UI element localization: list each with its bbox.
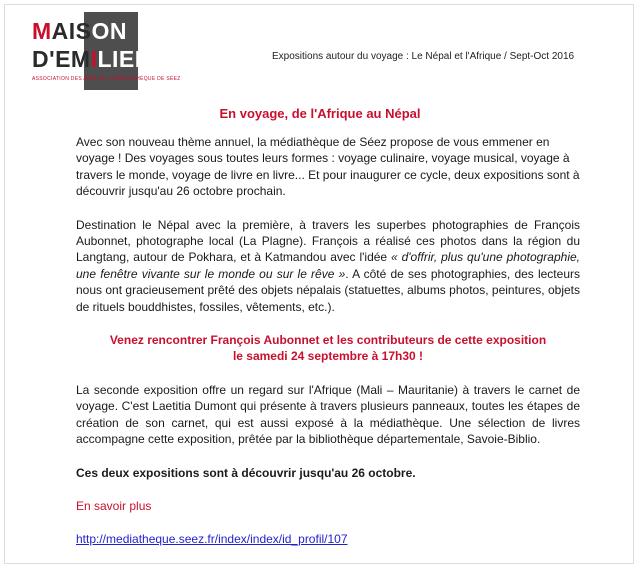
event-invitation-line1: Venez rencontrer François Aubonnet et les contributeurs de cette exposition bbox=[109, 333, 547, 348]
logo-text-lien: LIEN bbox=[97, 46, 152, 72]
logo-text-ais: AIS bbox=[51, 18, 92, 44]
mediatheque-link[interactable]: http://mediatheque.seez.fr/index/index/id_profil/107 bbox=[76, 532, 348, 547]
logo-letter-m: M bbox=[32, 18, 52, 44]
article-body bbox=[76, 134, 580, 565]
logo-tagline: ASSOCIATION DES AMIS DE LA MÉDIATHÈQUE DE SÉEZ bbox=[32, 76, 181, 82]
logo-letter-i: I bbox=[90, 46, 98, 72]
paragraph-nepal-end: . A côté de ses photographies, des lecteurs nous ont gracieusement prêté des objets népalais (statuettes, albums photos, peintures, objets de rituels bouddhistes, fossiles, vêtements, etc.). bbox=[76, 266, 580, 314]
logo-line-2 bbox=[32, 46, 152, 72]
logo-line-1 bbox=[32, 18, 127, 44]
header-caption: Expositions autour du voyage : Le Népal et l'Afrique / Sept-Oct 2016 bbox=[272, 51, 575, 62]
logo-text-dem: D'EM bbox=[32, 46, 91, 72]
paragraph-nepal-start: Destination le Népal avec la première, à travers les superbes photographies de François Aubonnet, photographe local (La Plagne). François a réalisé ces photos dans la région du Langtang, autour de Pokhara, et à Katmandou avec l'idée bbox=[76, 217, 580, 265]
paragraph-nepal bbox=[76, 217, 580, 315]
event-invitation bbox=[76, 332, 580, 365]
event-invitation-line2: le samedi 24 septembre à 17h30 ! bbox=[232, 349, 424, 364]
paragraph-afrique: La seconde exposition offre un regard sur l'Afrique (Mali – Mauritanie) à travers le carnet de voyage. C'est Laetitia Dumont qui présente à travers plusieurs panneaux, toutes les étapes de création de son carnet, qui est aussi exposé à la médiathèque. Une sélection de livres accompagne cette exposition, prêtée par la bibliothèque départementale, Savoie-Biblio. bbox=[76, 382, 580, 447]
more-info-label: En savoir plus bbox=[76, 498, 152, 513]
logo-text-on: ON bbox=[91, 18, 128, 44]
paragraph-intro: Avec son nouveau thème annuel, la médiathèque de Séez propose de vous emmener en voyage ! Des voyages sous toutes leurs formes : voyage culinaire, voyage musical, voyage à travers le monde, voyage de livre en livre... Et pour inaugurer ce cycle, deux expositions sont à découvrir jusqu'au 26 octobre prochain. bbox=[76, 135, 580, 199]
closing-statement: Ces deux expositions sont à découvrir jusqu'au 26 octobre. bbox=[76, 465, 416, 480]
paragraph-nepal-quote: « d'offrir, plus qu'une photographie, une fenêtre vivante sur le monde ou sur le rêve » bbox=[76, 250, 581, 281]
page-title: En voyage, de l'Afrique au Népal bbox=[219, 106, 421, 121]
maison-demilien-logo bbox=[26, 12, 181, 90]
